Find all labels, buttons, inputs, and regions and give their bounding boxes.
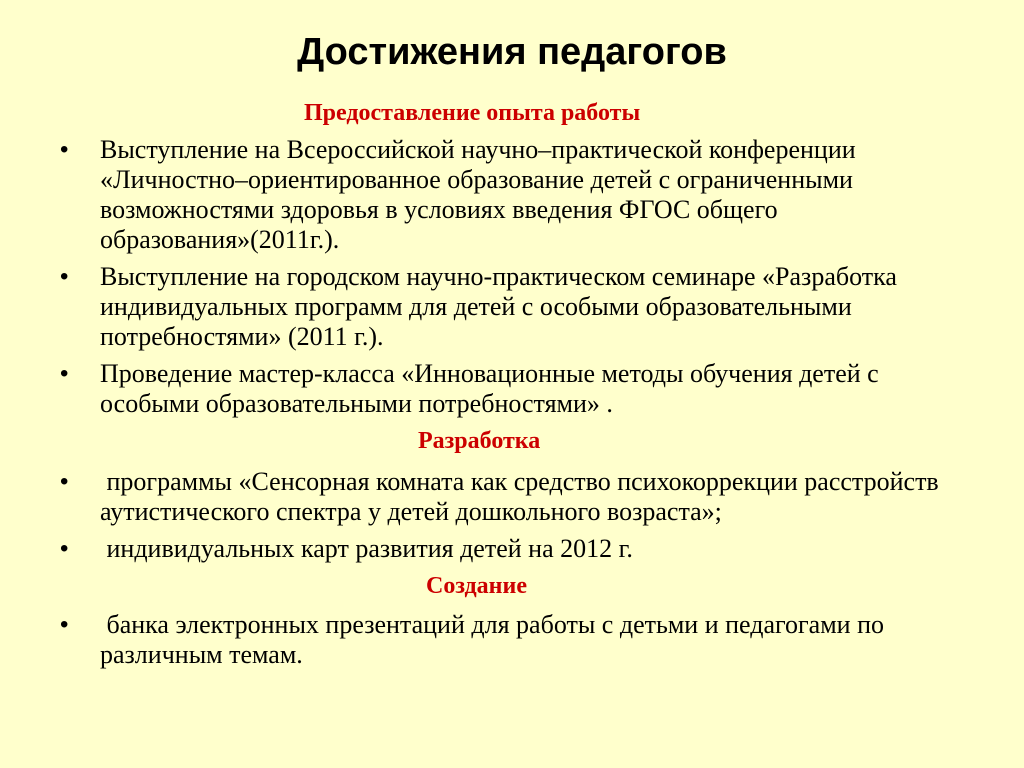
bullet-icon: • (60, 535, 69, 562)
bullet-icon: • (60, 611, 69, 638)
list-item-text: индивидуальных карт развития детей на 2012 г. (100, 534, 633, 563)
list-item (60, 534, 980, 564)
section-heading-experience: Предоставление опыта работы (304, 100, 641, 126)
list-item-text: Выступление на городском научно-практическом семинаре «Разработка индивидуальных программ для детей с особыми образовательными потребностями» (2011 г.). (100, 262, 897, 351)
list-item (60, 610, 980, 670)
list-item (60, 467, 980, 527)
list-item-text: программы «Сенсорная комната как средство психокоррекции расстройств аутистического спектра у детей дошкольного возраста»; (100, 467, 946, 526)
list-item-text: банка электронных презентаций для работы с детьми и педагогами по различным темам. (100, 610, 891, 669)
list-item (60, 359, 980, 419)
list-item (60, 262, 980, 352)
bullet-icon: • (60, 263, 69, 290)
bullet-icon: • (60, 136, 69, 163)
list-item-text: Проведение мастер-класса «Инновационные методы обучения детей с особыми образовательными потребностями» . (100, 359, 879, 418)
creation-list (60, 610, 980, 670)
bullet-icon: • (60, 468, 69, 495)
development-list (60, 467, 980, 564)
section-heading-creation: Создание (426, 573, 527, 599)
slide-content (60, 98, 980, 677)
slide-title: Достижения педагогов (297, 31, 727, 73)
bullet-icon: • (60, 360, 69, 387)
list-item-text: Выступление на Всероссийской научно–практической конференции «Личностно–ориентированное образование детей с ограниченными возможностями здоровья в условиях введения ФГОС общего образования»(2011г.). (100, 135, 856, 254)
experience-list (60, 135, 980, 419)
list-item (60, 135, 980, 255)
section-heading-development: Разработка (418, 428, 541, 454)
